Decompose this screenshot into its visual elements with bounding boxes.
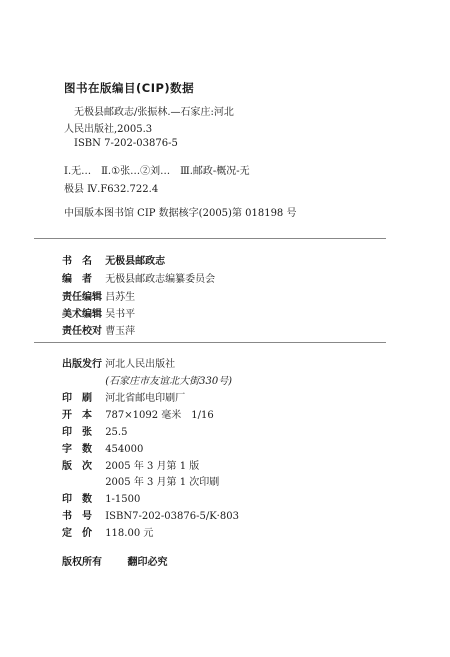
pub-row-printing: [62, 473, 219, 488]
pub-row-word-count: [62, 440, 143, 455]
credit-label: 责任校对: [62, 326, 102, 337]
pub-row-format: [62, 406, 214, 421]
credit-value: 吴书平: [105, 309, 136, 320]
pub-value: ISBN7-202-03876-5/K·803: [105, 511, 239, 522]
pub-row-price: [62, 524, 153, 539]
pub-row-publisher: [62, 355, 175, 370]
credit-row-title: [62, 252, 165, 267]
pub-value: 1-1500: [105, 494, 141, 505]
pub-value: 118.00 元: [105, 528, 154, 539]
pub-label: 印 刷: [62, 393, 92, 404]
divider-top: [34, 238, 386, 239]
credit-value: 吕苏生: [105, 292, 136, 303]
credit-row-proofreader: [62, 322, 135, 337]
pub-value: (石家庄市友谊北大街330号): [105, 376, 233, 387]
pub-label: 定 价: [62, 528, 92, 539]
credit-row-editor: [62, 270, 215, 285]
pub-value: 2005 年 3 月第 1 版: [105, 461, 200, 472]
pub-label: 印 数: [62, 494, 92, 505]
credit-label: 美术编辑: [62, 309, 102, 320]
credit-label: 责任编辑: [62, 292, 102, 303]
credit-label: 编 者: [62, 274, 92, 285]
credit-row-art-editor: [62, 305, 135, 320]
pub-value: 河北人民出版社: [105, 359, 176, 370]
pub-label: 出版发行: [62, 359, 102, 370]
divider-middle: [34, 342, 386, 343]
rights-reserved: 版权所有: [62, 557, 102, 568]
pub-row-address: [62, 372, 232, 387]
pub-value: 454000: [105, 444, 144, 455]
pub-label: 印 张: [62, 427, 92, 438]
credit-value: 无极县邮政志编纂委员会: [105, 274, 216, 285]
credit-label: 书 名: [62, 256, 92, 267]
pub-row-print-run: [62, 490, 140, 505]
cip-subject-2: 极县 Ⅳ.F632.722.4: [64, 184, 159, 195]
pub-value: 河北省邮电印刷厂: [105, 393, 186, 404]
pub-value: 2005 年 3 月第 1 次印刷: [105, 477, 220, 488]
pub-label: 开 本: [62, 410, 92, 421]
pub-value: 25.5: [105, 427, 128, 438]
credit-value: 曹玉萍: [105, 326, 136, 337]
cip-data-number: 中国版本图书馆 CIP 数据核字(2005)第 018198 号: [64, 208, 297, 219]
pub-row-printer: [62, 389, 185, 404]
pub-row-book-number: [62, 507, 239, 522]
cip-isbn: ISBN 7-202-03876-5: [74, 138, 178, 149]
pub-label: 书 号: [62, 511, 92, 522]
pub-row-edition: [62, 457, 199, 472]
pub-label: 字 数: [62, 444, 92, 455]
credit-row-responsible-editor: [62, 288, 135, 303]
pub-value: 787×1092 毫米 1/16: [105, 410, 214, 421]
copyright-footer: [62, 553, 189, 568]
cip-line-2: 人民出版社,2005.3: [64, 124, 153, 135]
credit-value: 无极县邮政志: [105, 256, 166, 267]
no-reprint-notice: 翻印必究: [127, 557, 168, 568]
pub-row-sheets: [62, 423, 127, 438]
cip-subject-1: Ⅰ.无… Ⅱ.①张…②刘… Ⅲ.邮政-概况-无: [64, 166, 250, 177]
pub-label: 版 次: [62, 461, 92, 472]
cip-title: 图书在版编目(CIP)数据: [64, 81, 195, 95]
cip-line-1: 无极县邮政志/张振林.—石家庄:河北: [74, 107, 234, 118]
